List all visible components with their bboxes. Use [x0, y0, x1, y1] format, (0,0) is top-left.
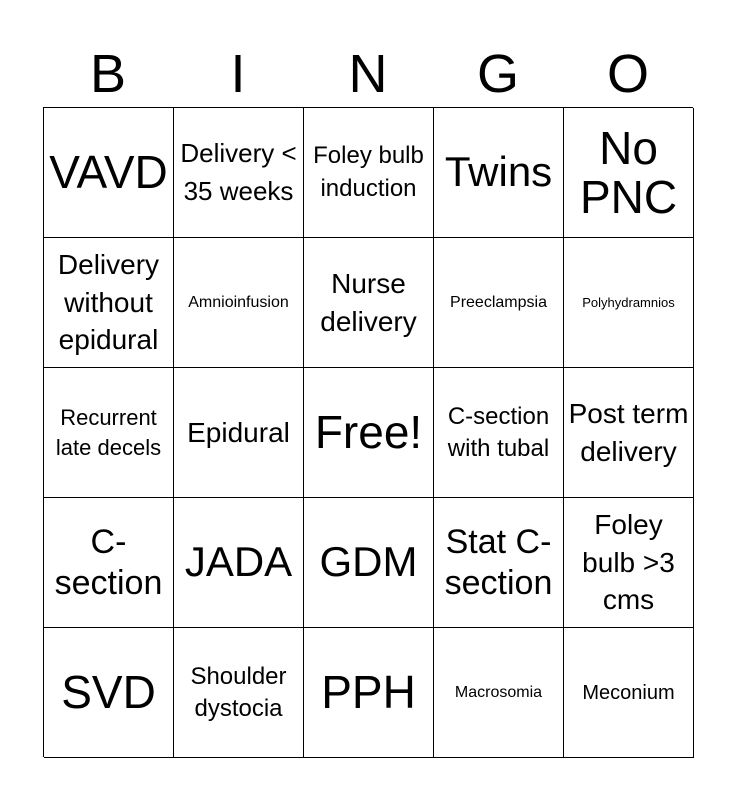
bingo-cell[interactable]	[304, 628, 434, 758]
bingo-cell[interactable]	[44, 108, 174, 238]
cell-label: C-section	[54, 522, 163, 602]
cell-label: Recurrent late decels	[55, 404, 162, 460]
cell-label: Delivery < 35 weeks	[180, 137, 297, 206]
cell-label: VAVD	[49, 146, 168, 199]
cell-label: Polyhydramnios	[582, 294, 675, 310]
bingo-cell-free[interactable]	[304, 368, 434, 498]
bingo-cell[interactable]	[434, 368, 564, 498]
cell-label: GDM	[319, 538, 418, 586]
cell-label: Meconium	[582, 681, 675, 704]
bingo-cell[interactable]	[304, 238, 434, 368]
bingo-cell[interactable]	[44, 498, 174, 628]
cell-label: Free!	[314, 406, 423, 459]
bingo-cell[interactable]	[174, 368, 304, 498]
bingo-cell[interactable]	[174, 108, 304, 238]
cell-label: Post term delivery	[568, 397, 689, 467]
bingo-cell[interactable]	[174, 238, 304, 368]
bingo-cell[interactable]	[44, 628, 174, 758]
cell-label: Delivery without epidural	[57, 248, 160, 356]
bingo-cell[interactable]	[44, 368, 174, 498]
header-letter-g: G	[476, 44, 519, 104]
bingo-cell[interactable]	[304, 498, 434, 628]
cell-label: Twins	[444, 148, 553, 196]
cell-label: Nurse delivery	[320, 267, 417, 337]
bingo-cell[interactable]	[174, 498, 304, 628]
bingo-cell[interactable]	[564, 628, 694, 758]
cell-label: Macrosomia	[454, 683, 543, 701]
bingo-cell[interactable]	[434, 628, 564, 758]
bingo-cell[interactable]	[434, 498, 564, 628]
bingo-cell[interactable]	[564, 238, 694, 368]
bingo-cell[interactable]	[564, 368, 694, 498]
cell-label: Foley bulb induction	[313, 142, 424, 202]
header-letter-n: N	[348, 44, 388, 104]
bingo-cell[interactable]	[564, 108, 694, 238]
bingo-cell[interactable]	[434, 238, 564, 368]
cell-label: Stat C-section	[444, 522, 553, 602]
header-letter-b: B	[89, 44, 127, 104]
cell-label: Preeclampsia	[450, 293, 547, 311]
cell-label: Epidural	[187, 416, 290, 448]
header-letter-i: I	[230, 44, 246, 104]
cell-label: Foley bulb >3 cms	[582, 508, 675, 616]
cell-label: No PNC	[579, 122, 678, 223]
cell-label: Shoulder dystocia	[190, 663, 287, 722]
header-letter-o: O	[606, 44, 649, 104]
bingo-cell[interactable]	[44, 238, 174, 368]
cell-label: PPH	[321, 666, 416, 719]
bingo-cell[interactable]	[174, 628, 304, 758]
bingo-header	[43, 42, 693, 106]
bingo-board	[43, 107, 693, 757]
cell-label: JADA	[184, 538, 293, 586]
bingo-cell[interactable]	[434, 108, 564, 238]
cell-label: C-section with tubal	[447, 403, 550, 462]
bingo-cell[interactable]	[564, 498, 694, 628]
bingo-cell[interactable]	[304, 108, 434, 238]
cell-label: Amnioinfusion	[188, 293, 289, 311]
cell-label: SVD	[61, 666, 156, 719]
